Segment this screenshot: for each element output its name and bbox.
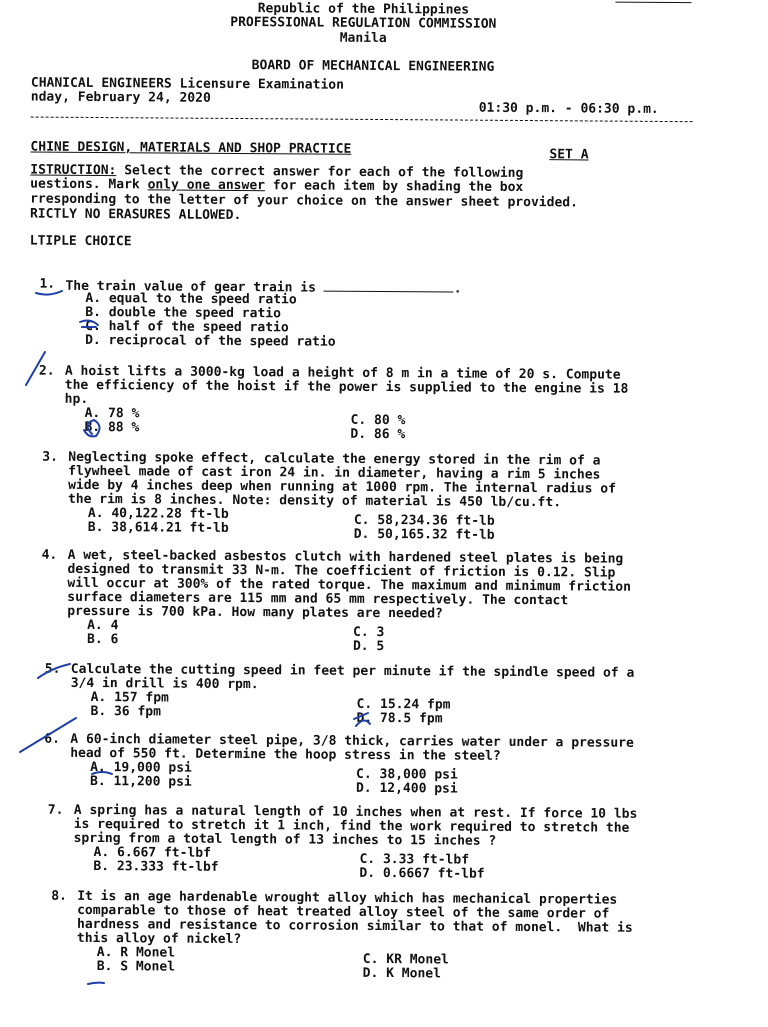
option-c: C. 58,234.36 ft-lb: [353, 512, 495, 529]
answer-blank: [324, 280, 454, 293]
question-number: 7.: [47, 802, 64, 818]
instruction-emphasis: only one answer: [147, 177, 266, 194]
set-label: SET A: [549, 147, 589, 163]
option-a: A. 40,122.28 ft-lb: [87, 505, 229, 522]
exam-date: nday, February 24, 2020: [30, 89, 211, 106]
option-b: B. 11,200 psi: [89, 773, 192, 790]
header-republic: Republic of the Philippines: [257, 1, 470, 18]
option-d: D. 50,165.32 ft-lb: [353, 526, 495, 543]
instruction-line-3: rresponding to the letter of your choice on the answer sheet provided.: [30, 191, 579, 211]
option-d: D. 86 %: [350, 426, 406, 443]
question-stem: Neglecting spoke effect, calculate the energy stored in the rim of a flywheel made of cast iron 24 in. in diameter, having a rim 5 inches wide by 4 inches deep when running at 1000 rpm. The internal radius of the rim is 8 inches. Note: density of material is 450 lb/cu.ft.: [67, 449, 617, 511]
option-c: C. KR Monel: [362, 951, 449, 968]
option-a: A. 78 %: [84, 405, 140, 422]
option-b: B. 38,614.21 ft-lb: [87, 519, 229, 536]
header-board: BOARD OF MECHANICAL ENGINEERING: [251, 58, 495, 75]
question-stem: A 60-inch diameter steel pipe, 3/8 thick, carries water under a pressure head of 550 ft. Determine the hoop stress in the steel?: [70, 731, 634, 764]
top-right-blank: [615, 2, 691, 4]
option-c: C. 3: [353, 624, 385, 641]
question-number: 2.: [38, 363, 55, 379]
option-a: A. R Monel: [96, 945, 176, 961]
option-b: B. 23.333 ft-lbf: [93, 859, 219, 875]
instruction-label: ISTRUCTION:: [30, 162, 117, 179]
question-stem: A wet, steel-backed asbestos clutch with hardened steel plates is being designed to transmit 33 N-m. The coefficient of friction is 0.12. Slip will occur at 300% of the rated torque. The maximum and minimum friction surface diameters are 115 mm and 65 mm respectively. The contact pressure is 700 kPa. How many plates are needed?: [67, 547, 631, 622]
question-number: 6.: [44, 731, 61, 747]
question-stem: A hoist lifts a 3000-kg load a height of 8 m in a time of 20 s. Compute the efficiency of the hoist if the power is supplied to the engine is 18 hp.: [64, 363, 629, 407]
option-d: D. 78.5 fpm: [356, 710, 443, 727]
option-c: C. 15.24 fpm: [356, 696, 451, 713]
option-d: D. reciprocal of the speed ratio: [85, 332, 336, 350]
option-d: D. 12,400 psi: [355, 780, 458, 797]
option-c: C. 3.33 ft-lbf: [359, 851, 470, 868]
option-b: B. 6: [86, 631, 119, 648]
option-a: A. 6.667 ft-lbf: [93, 845, 211, 861]
option-a: A. equal to the speed ratio: [85, 290, 297, 308]
exam-time: 01:30 p.m. - 06:30 p.m.: [478, 100, 659, 117]
question-number: 8.: [51, 888, 67, 904]
header-city: Manila: [339, 30, 387, 47]
question-stem: It is an age hardenable wrought alloy which has mechanical properties comparable to those of heat treated alloy steel of the same order of hardness and resistance to corrosion similar to that of monel. What is this alloy of nickel?: [76, 888, 633, 948]
option-b: B. 88 %: [84, 419, 140, 436]
option-c: C. 38,000 psi: [356, 766, 458, 783]
option-b: B. 36 fpm: [90, 703, 162, 720]
option-b: B. S Monel: [96, 959, 176, 975]
option-d: D. 0.6667 ft-lbf: [359, 865, 485, 882]
instruction-text-1: Select the correct answer for each of the following: [116, 163, 524, 181]
question-number: 4.: [41, 547, 58, 563]
question-stem: The train value of gear train is .: [65, 278, 462, 297]
question-stem: Calculate the cutting speed in feet per minute if the spindle speed of a 3/4 in drill is 400 rpm.: [70, 661, 635, 693]
instruction-text-2c: for each item by shading the box: [264, 178, 524, 195]
option-b: B. double the speed ratio: [85, 304, 282, 322]
option-d: D. K Monel: [362, 965, 442, 982]
option-a: A. 157 fpm: [90, 689, 169, 706]
option-a: A. 19,000 psi: [90, 759, 192, 776]
question-stem: A spring has a natural length of 10 inches when at rest. If force 10 lbs is required to stretch it 1 inch, find the work required to stretch the spring from a total length of 13 inches to 15 inches ?: [73, 802, 638, 849]
exam-title: CHANICAL ENGINEERS Licensure Examination: [30, 75, 345, 93]
option-c: C. half of the speed ratio: [85, 318, 289, 336]
question-number: 1.: [39, 276, 56, 292]
subject-title: CHINE DESIGN, MATERIALS AND SHOP PRACTICE: [30, 139, 352, 157]
header-divider: [31, 117, 693, 123]
section-heading: LTIPLE CHOICE: [29, 233, 132, 250]
question-number: 5.: [44, 661, 61, 677]
header-commission: PROFESSIONAL REGULATION COMMISSION: [230, 14, 497, 32]
option-c: C. 80 %: [350, 412, 406, 429]
instruction-line-4: RICTLY NO ERASURES ALLOWED.: [29, 206, 242, 224]
instruction-text-2a: uestions. Mark: [30, 176, 148, 193]
option-d: D. 5: [352, 638, 385, 655]
question-number: 3.: [42, 449, 58, 465]
option-a: A. 4: [87, 617, 119, 634]
